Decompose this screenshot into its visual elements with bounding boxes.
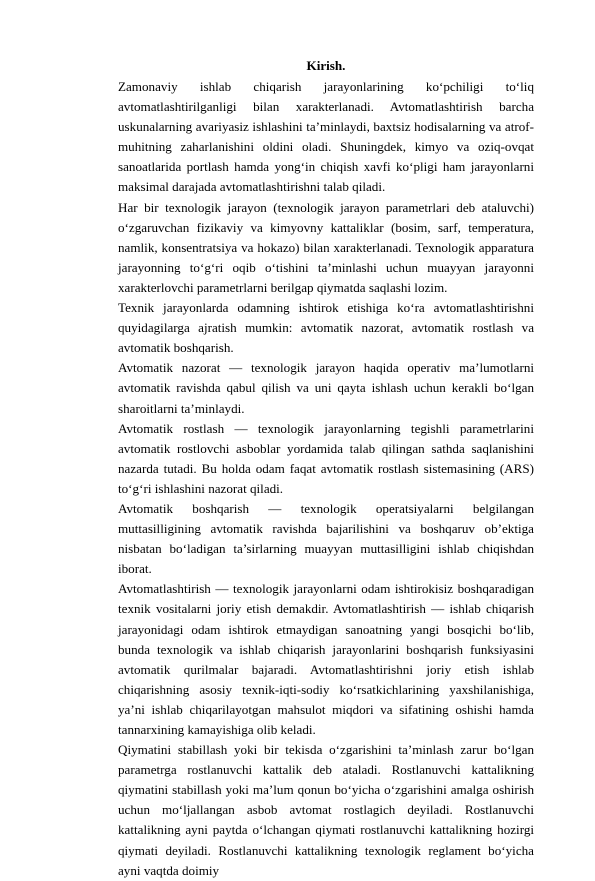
paragraph-6: Avtomatik boshqarish — texnologik operatsiyalarni belgilangan muttasilligining avtomatik ravishda bajarilishini va boshqaruv ob’ektiga nisbatan bo‘ladigan ta’sirlarning muayyan muttasilligini ishlab chiqishdan iborat.: [118, 500, 534, 577]
paragraph-7: Avtomatlashtirish — texnologik jarayonlarni odam ishtirokisiz boshqaradigan texnik vositalarni joriy etish demakdir. Avtomatlashtirish — ishlab chiqarish jarayonidagi odam ishtirok etmaydigan sanoatning yangi bosqichi bo‘lib, bunda texnologik va ishlab chiqarish jarayonlarini boshqarish funksiyasini avtomatik qurilmalar bajaradi. Avtomatlashtirishni joriy etish ishlab chiqarishning asosiy texnik-iqti-sodiy ko‘rsatkichlarining yaxshilanishiga, ya’ni ishlab chiqarilayotgan mahsulot miqdori va sifatining oshishi hamda tannarxining kamayishiga olib keladi.: [118, 581, 534, 737]
document-title: Kirish.: [306, 58, 346, 73]
paragraph-2: Har bir texnologik jarayon (texnologik jarayon parametrlari deb ataluvchi) o‘zgaruvchan fizikaviy va kimyovny kattaliklar (bosim, sarf, temperatura, namlik, konsentratsiya va hokazo) bilan xarakterlanadi. Texnologik apparatura jarayonning to‘g‘ri oqib o‘tishini ta’minlashi uchun muayyan jarayonni xarakterlovchi parametrlarni berilgap qiymatda saqlashi lozim.: [118, 199, 534, 295]
document-body: [118, 56, 534, 881]
paragraph-4: Avtomatik nazorat — texnologik jarayon haqida operativ ma’lumotlarni avtomatik ravishda qabul qilish va uni qayta ishlash uchun kerakli bo‘lgan sharoitlarni ta’minlaydi.: [118, 360, 534, 416]
paragraph-1: Zamonaviy ishlab chiqarish jarayonlarining ko‘pchiligi to‘liq avtomatlashtirilganligi bilan xarakterlanadi. Avtomatlashtirish barcha uskunalarning avariyasiz ishlashini ta’minlaydi, baxtsiz hodisalarning va atrof-muhitning zaharlanishini oldini oladi. Shuningdek, kimyo va oziq-ovqat sanoatlarida portlash hamda yong‘in chiqish xavfi ko‘pligi ham jarayonlarni maksimal darajada avtomatlashtirishni talab qiladi.: [118, 79, 534, 195]
paragraph-8: Qiymatini stabillash yoki bir tekisda o‘zgarishini ta’minlash zarur bo‘lgan parametrga rostlanuvchi kattalik deb ataladi. Rostlanuvchi kattalikning qiymatini stabillash yoki ma’lum qonun bo‘yicha o‘zgarishini amalga oshirish uchun mo‘ljallangan asbob avtomat rostlagich deyiladi. Rostlanuvchi kattalikning ayni paytda o‘lchangan qiymati rostlanuvchi kattalikning hozirgi qiymati deyiladi. Rostlanuvchi kattalikning texnologik reglament bo‘yicha ayni vaqtda doimiy: [118, 742, 534, 878]
paragraph-5: Avtomatik rostlash — texnologik jarayonlarning tegishli parametrlarini avtomatik rostlovchi asboblar yordamida talab qilingan sathda saqlanishini nazarda tutadi. Bu holda odam faqat avtomatik rostlash sistemasining (ARS) to‘g‘ri ishlashini nazorat qiladi.: [118, 420, 534, 496]
paragraph-3: Texnik jarayonlarda odamning ishtirok etishiga ko‘ra avtomatlashtirishni quyidagilarga ajratish mumkin: avtomatik nazorat, avtomatik rostlash va avtomatik boshqarish.: [118, 300, 534, 356]
